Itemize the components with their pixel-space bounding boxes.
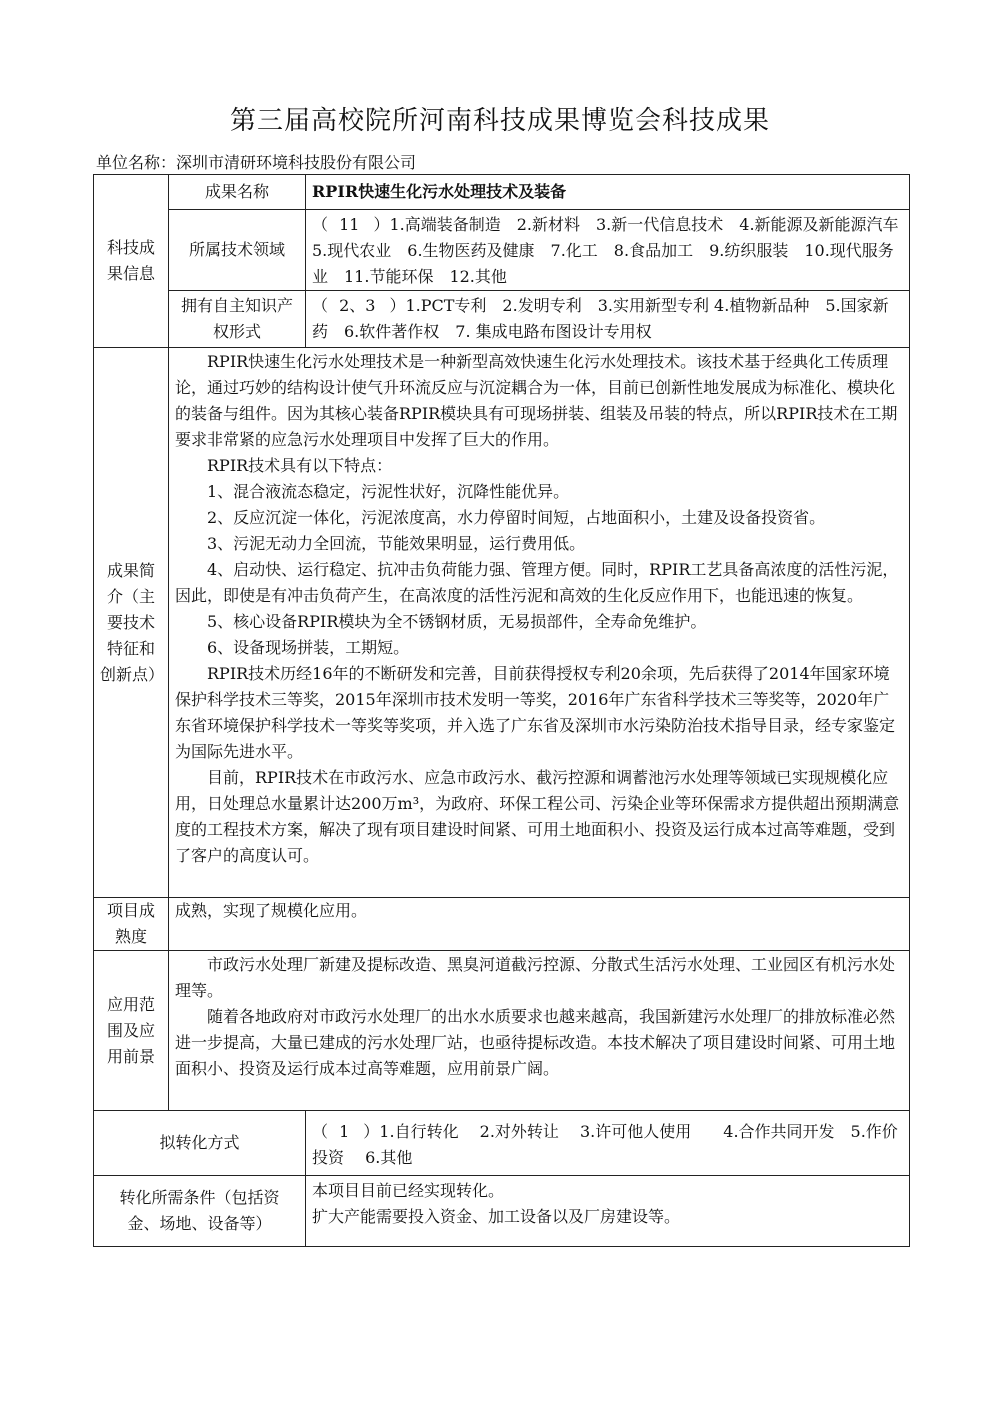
intro-paragraph: 1、混合液流态稳定，污泥性状好，沉降性能优异。 bbox=[207, 482, 570, 501]
field-code: 11 bbox=[339, 215, 360, 234]
transfer-code-paren: （ 1 ） bbox=[312, 1122, 380, 1141]
conditions-content bbox=[306, 1176, 910, 1247]
intro-paragraph: 5、核心设备RPIR模块为全不锈钢材质，无易损部件，全寿命免维护。 bbox=[207, 612, 707, 631]
section-transfer-mode-label: 拟转化方式 bbox=[94, 1111, 306, 1176]
section-conditions-label: 转化所需条件（包括资金、场地、设备等） bbox=[94, 1176, 306, 1247]
application-paragraph: 市政污水处理厂新建及提标改造、黑臭河道截污控源、分散式生活污水处理、工业园区有机污水处理等。 bbox=[175, 955, 896, 1000]
intro-content bbox=[169, 348, 910, 898]
row-transfer-mode bbox=[94, 1111, 910, 1176]
application-content bbox=[169, 951, 910, 1111]
row-field bbox=[94, 210, 910, 291]
name-label: 成果名称 bbox=[169, 175, 306, 210]
row-name bbox=[94, 175, 910, 210]
ip-label: 拥有自主知识产权形式 bbox=[169, 291, 306, 348]
section-application-label: 应用范围及应用前景 bbox=[94, 951, 169, 1111]
application-paragraph: 随着各地政府对市政污水处理厂的出水水质要求也越来越高，我国新建污水处理厂的排放标准必然进一步提高，大量已建成的污水处理厂站，也亟待提标改造。本技术解决了项目建设时间紧、可用土地面积小、投资及运行成本过高等难题，应用前景广阔。 bbox=[175, 1007, 896, 1078]
intro-paragraph: 3、污泥无动力全回流，节能效果明显，运行费用低。 bbox=[207, 534, 586, 553]
intro-paragraph: RPIR技术具有以下特点： bbox=[207, 456, 393, 475]
intro-paragraph: 目前，RPIR技术在市政污水、应急市政污水、截污控源和调蓄池污水处理等领域已实现规模化应用，日处理总水量累计达200万m³，为政府、环保工程公司、污染企业等环保需求方提供超出预期满意度的工程技术方案，解决了现有项目建设时间紧、可用土地面积小、投资及运行成本过高等难题，受到了客户的高度认可。 bbox=[175, 768, 900, 865]
field-options: 1.高端装备制造 2.新材料 3.新一代信息技术 4.新能源及新能源汽车 5.现代农业 6.生物医药及健康 7.化工 8.食品加工 9.纺织服装 10.现代服务业 11.节能环保 12.其他 bbox=[312, 215, 915, 286]
page-title: 第三届高校院所河南科技成果博览会科技成果 bbox=[229, 106, 770, 136]
transfer-code: 1 bbox=[339, 1122, 350, 1141]
ip-options: 1.PCT专利 2.发明专利 3.实用新型专利 4.植物新品种 5.国家新药 6.软件著作权 7. 集成电路布图设计专用权 bbox=[312, 296, 889, 341]
transfer-options: 1.自行转化 2.对外转让 3.许可他人使用 4.合作共同开发 5.作价投资 6.其他 bbox=[312, 1122, 898, 1167]
conditions-line: 本项目目前已经实现转化。 bbox=[312, 1181, 505, 1200]
section-maturity-label: 项目成熟度 bbox=[94, 898, 169, 951]
intro-paragraph: RPIR技术历经16年的不断研发和完善，目前获得授权专利20余项，先后获得了2014年国家环境保护科学技术三等奖，2015年深圳市技术发明一等奖，2016年广东省科学技术三等奖等，2020年广东省环境保护科学技术一等奖等奖项，并入选了广东省及深圳市水污染防治技术指导目录，经专家鉴定为国际先进水平。 bbox=[175, 664, 896, 761]
name-value: RPIR快速生化污水处理技术及装备 bbox=[306, 175, 910, 210]
section-intro-label: 成果简介（主要技术特征和创新点） bbox=[94, 348, 169, 898]
transfer-options-cell bbox=[306, 1111, 910, 1176]
intro-paragraph: 2、反应沉淀一体化，污泥浓度高，水力停留时间短，占地面积小，土建及设备投资省。 bbox=[207, 508, 826, 527]
intro-paragraph: RPIR快速生化污水处理技术是一种新型高效快速生化污水处理技术。该技术基于经典化工传质理论，通过巧妙的结构设计使气升环流反应与沉淀耦合为一体，目前已创新性地发展成为标准化、模块化的装备与组件。因为其核心装备RPIR模块具有可现场拼装、组装及吊装的特点，所以RPIR技术在工期要求非常紧的应急污水处理项目中发挥了巨大的作用。 bbox=[175, 352, 898, 449]
row-maturity bbox=[94, 898, 910, 951]
row-application bbox=[94, 951, 910, 1111]
field-options-cell bbox=[306, 210, 915, 291]
row-conditions bbox=[94, 1176, 910, 1247]
section-info-label: 科技成果信息 bbox=[94, 175, 169, 348]
field-label: 所属技术领域 bbox=[169, 210, 306, 291]
intro-paragraph: 4、启动快、运行稳定、抗冲击负荷能力强、管理方便。同时，RPIR工艺具备高浓度的活性污泥，因此，即使是有冲击负荷产生，在高浓度的活性污泥和高效的生化反应作用下，也能迅速的恢复。 bbox=[175, 560, 899, 605]
ip-options-cell bbox=[306, 291, 910, 348]
row-intro bbox=[94, 348, 910, 898]
ip-code-paren: （ 2、3 ） bbox=[312, 296, 406, 315]
maturity-value: 成熟，实现了规模化应用。 bbox=[169, 898, 910, 951]
row-ip bbox=[94, 291, 910, 348]
intro-paragraph: 6、设备现场拼装，工期短。 bbox=[207, 638, 410, 657]
ip-code: 2、3 bbox=[339, 296, 376, 315]
unit-name: 单位名称：深圳市清研环境科技股份有限公司 bbox=[96, 153, 417, 172]
conditions-line: 扩大产能需要投入资金、加工设备以及厂房建设等。 bbox=[312, 1207, 681, 1226]
field-code-paren: （ 11 ） bbox=[312, 215, 390, 234]
achievement-form bbox=[93, 174, 915, 1247]
